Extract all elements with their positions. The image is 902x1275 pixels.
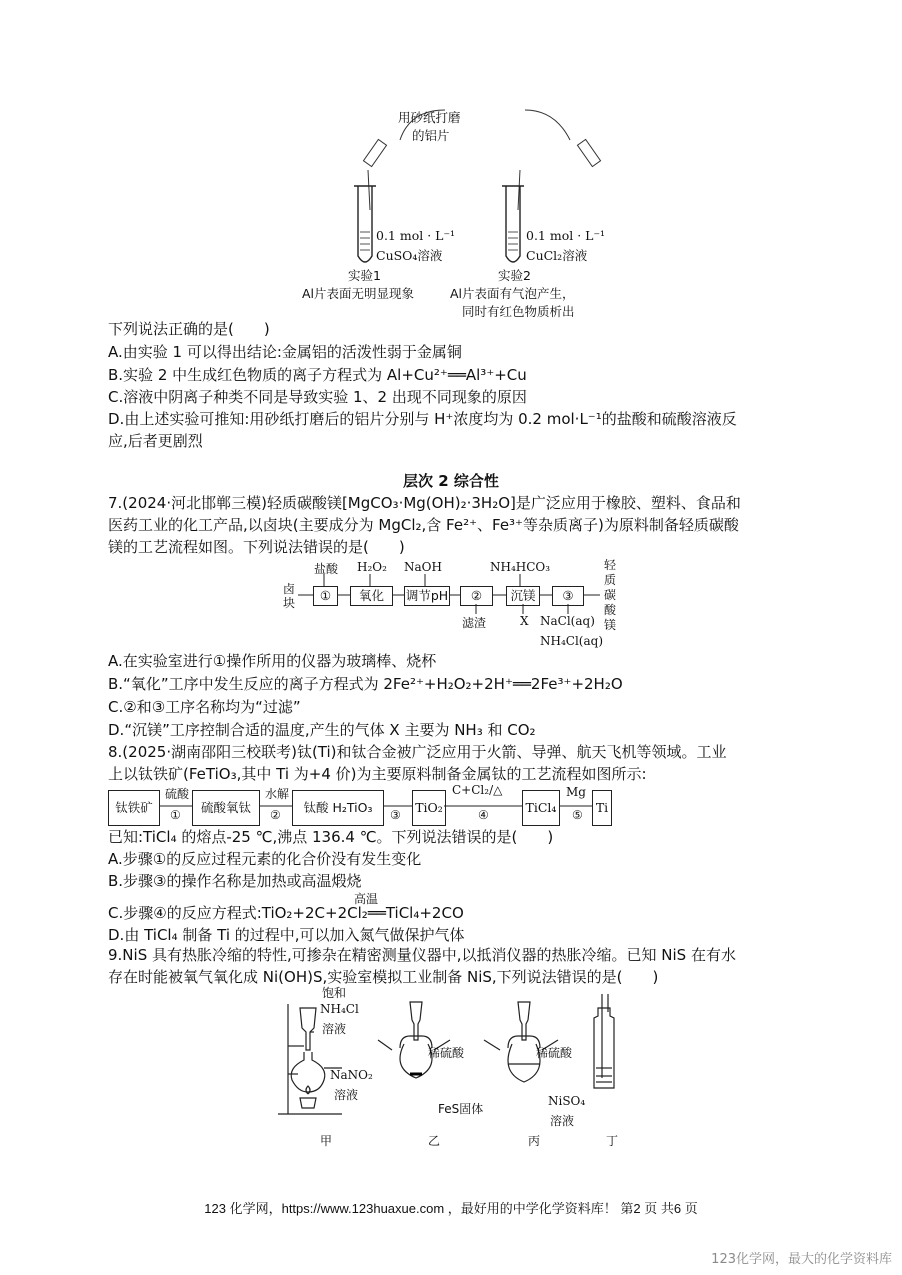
q7-step-3: ③ bbox=[552, 586, 584, 606]
bing-label-acid: 稀硫酸 bbox=[536, 1046, 573, 1060]
q8-reagent-5: Mg bbox=[566, 785, 586, 799]
q7-option-b: B.“氧化”工序中发生反应的离子方程式为 2Fe²⁺+H₂O₂+2H⁺══2Fe³⁺+2H₂O bbox=[108, 675, 623, 693]
test-tube-diagram bbox=[340, 100, 640, 270]
tube2-concentration: 0.1 mol · L⁻¹ bbox=[526, 228, 606, 243]
yi-label-fes: FeS固体 bbox=[438, 1102, 484, 1116]
q7-output-residue: 滤渣 bbox=[462, 616, 487, 630]
q7-step-1: ① bbox=[313, 586, 338, 606]
experiment2-observation-1: Al片表面有气泡产生， bbox=[450, 286, 575, 301]
q7-product: 轻质碳酸镁 bbox=[604, 558, 617, 632]
q8-step-1: ① bbox=[170, 808, 181, 822]
jia-label-nano2: NaNO₂ bbox=[330, 1068, 373, 1082]
jia-label-solution-1: 溶液 bbox=[322, 1022, 347, 1036]
jia-label-solution-2: 溶液 bbox=[334, 1088, 359, 1102]
q6-option-a: A.由实验 1 可以得出结论:金属铝的活泼性弱于金属铜 bbox=[108, 343, 462, 361]
q7-option-d: D.“沉镁”工序控制合适的温度,产生的气体 X 主要为 NH₃ 和 CO₂ bbox=[108, 721, 536, 739]
q7-reagent-4: NH₄HCO₃ bbox=[490, 560, 551, 574]
q8-step-2: ② bbox=[270, 808, 281, 822]
site-watermark: 123化学网，最大的化学资料库 bbox=[711, 1252, 892, 1267]
apparatus-name-yi: 乙 bbox=[428, 1134, 441, 1148]
tube1-concentration: 0.1 mol · L⁻¹ bbox=[376, 228, 456, 243]
q6-option-d-line1: D.由上述实验可推知:用砂纸打磨后的铝片分别与 H⁺浓度均为 0.2 mol·L⁻¹的盐酸和硫酸溶液反 bbox=[108, 410, 737, 428]
experiment2-label: 实验2 bbox=[498, 268, 531, 283]
apparatus-name-jia: 甲 bbox=[320, 1134, 333, 1148]
q8-reagent-4: C+Cl₂/△ bbox=[452, 783, 503, 797]
q8-box-ticl4: TiCl₄ bbox=[522, 790, 560, 826]
q7-stem-line1: 7.(2024·河北邯郸三模)轻质碳酸镁[MgCO₃·Mg(OH)₂·3H₂O]是广泛应用于橡胶、塑料、食品和 bbox=[108, 494, 741, 512]
q8-box-tio2: TiO₂ bbox=[412, 790, 446, 826]
q6-option-c: C.溶液中阴离子种类不同是导致实验 1、2 出现不同现象的原因 bbox=[108, 388, 527, 406]
q8-box-titanyl-sulfate: 硫酸氧钛 bbox=[192, 790, 260, 826]
tube1-solution: CuSO₄溶液 bbox=[376, 248, 443, 263]
q8-reagent-2: 水解 bbox=[265, 787, 290, 801]
tube2-solution: CuCl₂溶液 bbox=[526, 248, 588, 263]
aluminium-label-1: 用砂纸打磨 bbox=[398, 110, 461, 125]
bing-label-solution: 溶液 bbox=[550, 1114, 575, 1128]
q8-step-5: ⑤ bbox=[572, 808, 583, 822]
q7-stem-line3: 镁的工艺流程如图。下列说法错误的是( ) bbox=[108, 538, 405, 556]
q7-reagent-2: H₂O₂ bbox=[357, 560, 387, 574]
q7-output-nh4cl: NH₄Cl(aq) bbox=[540, 634, 603, 648]
section-heading: 层次 2 综合性 bbox=[403, 472, 499, 490]
aluminium-label-2: 的铝片 bbox=[412, 128, 450, 143]
q7-step-oxidation: 氧化 bbox=[350, 586, 393, 606]
q7-reagent-1: 盐酸 bbox=[314, 562, 339, 576]
q6-option-b: B.实验 2 中生成红色物质的离子方程式为 Al+Cu²⁺══Al³⁺+Cu bbox=[108, 366, 527, 384]
page-footer: 123 化学网，https://www.123huaxue.com ，最好用的中学化学资料库！ 第2 页 共6 页 bbox=[204, 1201, 698, 1216]
q8-stem-line1: 8.(2025·湖南邵阳三校联考)钛(Ti)和钛合金被广泛应用于火箭、导弹、航天飞机等领域。工业 bbox=[108, 743, 727, 761]
q7-stem-line2: 医药工业的化工产品,以卤块(主要成分为 MgCl₂,含 Fe²⁺、Fe³⁺等杂质离子)为原料制备轻质碳酸 bbox=[108, 516, 739, 534]
q6-option-d-line2: 应,后者更剧烈 bbox=[108, 432, 203, 450]
q6-stem: 下列说法正确的是( ) bbox=[108, 320, 270, 338]
q9-stem-line1: 9.NiS 具有热胀冷缩的特性,可掺杂在精密测量仪器中,以抵消仪器的热胀冷缩。已知 NiS 在有水 bbox=[108, 946, 736, 964]
q8-stem-line2: 上以钛铁矿(FeTiO₃,其中 Ti 为+4 价)为主要原料制备金属钛的工艺流程如图所示: bbox=[108, 765, 647, 783]
q8-option-d: D.由 TiCl₄ 制备 Ti 的过程中,可以加入氮气做保护气体 bbox=[108, 926, 465, 944]
q7-start-material: 卤块 bbox=[283, 582, 296, 610]
experiment1-label: 实验1 bbox=[348, 268, 381, 283]
q8-option-b: B.步骤③的操作名称是加热或高温煅烧 bbox=[108, 872, 362, 890]
q7-step-2: ② bbox=[460, 586, 493, 606]
q7-step-adjust-ph: 调节pH bbox=[404, 586, 450, 606]
jia-label-saturated: 饱和 bbox=[322, 986, 347, 1000]
q8-reagent-1: 硫酸 bbox=[165, 787, 190, 801]
yi-label-acid: 稀硫酸 bbox=[428, 1046, 465, 1060]
q8-box-ilmenite: 钛铁矿 bbox=[108, 790, 160, 826]
q8-step-3: ③ bbox=[390, 808, 401, 822]
q9-stem-line2: 存在时能被氧气氧化成 Ni(OH)S,实验室模拟工业制备 NiS,下列说法错误的是( ) bbox=[108, 968, 659, 986]
q8-box-ti: Ti bbox=[592, 790, 612, 826]
experiment1-observation: Al片表面无明显现象 bbox=[302, 286, 415, 301]
q7-reagent-3: NaOH bbox=[404, 560, 442, 574]
q7-option-a: A.在实验室进行①操作所用的仪器为玻璃棒、烧杯 bbox=[108, 652, 437, 670]
apparatus-name-ding: 丁 bbox=[606, 1134, 619, 1148]
q8-step-4: ④ bbox=[478, 808, 489, 822]
q8-option-c-condition: 高温 bbox=[354, 892, 379, 906]
apparatus-name-bing: 丙 bbox=[528, 1134, 541, 1148]
experiment2-observation-2: 同时有红色物质析出 bbox=[462, 304, 575, 319]
q8-known: 已知:TiCl₄ 的熔点-25 ℃,沸点 136.4 ℃。下列说法错误的是( ) bbox=[108, 828, 554, 846]
jia-label-nh4cl: NH₄Cl bbox=[320, 1002, 359, 1016]
bing-label-niso4: NiSO₄ bbox=[548, 1094, 586, 1108]
q8-option-c: C.步骤④的反应方程式:TiO₂+2C+2Cl₂══TiCl₄+2CO bbox=[108, 904, 464, 922]
q7-output-nacl: NaCl(aq) bbox=[540, 614, 595, 628]
q7-step-precipitate-mg: 沉镁 bbox=[506, 586, 540, 606]
q8-box-titanic-acid: 钛酸 H₂TiO₃ bbox=[292, 790, 384, 826]
q7-output-x: X bbox=[520, 614, 529, 628]
q7-option-c: C.②和③工序名称均为“过滤” bbox=[108, 698, 301, 716]
q8-option-a: A.步骤①的反应过程元素的化合价没有发生变化 bbox=[108, 850, 422, 868]
